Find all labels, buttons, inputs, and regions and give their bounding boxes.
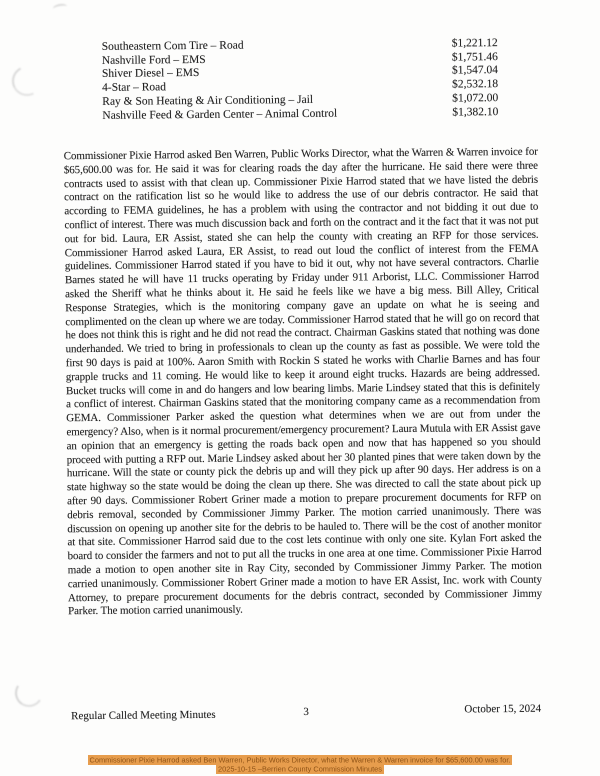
page-footer	[71, 704, 541, 725]
invoice-amount: $1,751.46	[451, 50, 498, 64]
invoice-row	[102, 105, 522, 123]
footer-page-number: 3	[303, 705, 309, 718]
invoice-amount: $1,382.10	[452, 105, 499, 119]
annotation-line1: Commissioner Pixie Harrod asked Ben Warren, Public Works Director, what the Warren & Warren invoice for $65,600.00 was for.	[89, 755, 511, 765]
vendor-name: Shiver Diesel – EMS	[101, 67, 200, 81]
invoice-amount: $1,547.04	[451, 64, 499, 77]
invoice-amount: $1,072.00	[452, 91, 499, 105]
invoice-amount: $1,221.12	[451, 37, 498, 50]
vendor-name: Nashville Ford – EMS	[101, 53, 206, 67]
highlight-annotation	[0, 755, 600, 774]
annotation-row	[0, 765, 600, 774]
vendor-name: 4-Star – Road	[102, 81, 167, 94]
vendor-name: Nashville Feed & Garden Center – Animal Control	[102, 107, 338, 122]
vendor-name: Ray & Son Heating & Air Conditioning – Jail	[102, 93, 314, 108]
footer-document-title: Regular Called Meeting Minutes	[71, 708, 216, 723]
annotation-line2: 2025-10-15 –Berrien County Commission Minutes	[218, 764, 382, 774]
minutes-paragraph: Commissioner Pixie Harrod asked Ben Warren, Public Works Director, what the Warren & Warren invoice for $65,600.00 was for. He said it was for clearing roads the day after the hurricane. He said there were three contracts used to assist with that clean up. Commissioner Pixie Harrod stated that we have listed the debris contract on the ratification list so he would like to address the use of our debris contractor. He said that according to FEMA guidelines, he has a problem with using the contractor and not bidding it out due to conflict of interest. There was much discussion back and forth on the contract and it the fact that it was not put out for bid. Laura, ER Assist, stated she can help the county with creating an RFP for those services. Commissioner Harrod asked Laura, ER Assist, to read out loud the conflict of interest from the FEMA guidelines. Commissioner Harrod stated if you have to bid it out, why not have several contractors. Charlie Barnes stated he will have 11 trucks operating by Friday under 911 Arborist, LLC. Commissioner Harrod asked the Sheriff what he thinks about it. He said he feels like we have a big mess. Bill Alley, Critical Response Strategies, which is the monitoring company gave an update on what he is seeing and complimented on the clean up where we are today. Commissioner Harrod stated that he will go on record that he does not think this is right and he did not read the contract. Chairman Gaskins stated that nothing was done underhanded. We tried to bring in professionals to clean up the county as fast as possible. We were told the first 90 days is paid at 100%. Aaron Smith with Rockin S stated he works with Charlie Barnes and has four grapple trucks and 11 coming. He would like to keep it around eight trucks. Hazards are being addressed. Bucket trucks will come in and do hangers and low bearing limbs. Marie Lindsey stated that this is definitely a conflict of interest. Chairman Gaskins stated that the monitoring company came as a recommendation from GEMA. Commissioner Parker asked the question what determines when we are out from under the emergency? Also, when is it normal procurement/emergency procurement? Laura Mutula with ER Assist gave an opinion that an emergency is getting the roads back open and now that has happened so you should proceed with putting a RFP out. Marie Lindsey asked about her 30 planted pines that were taken down by the hurricane. Will the state or county pick the debris up and will they pick up after 90 days. Her address is on a state highway so the state would be doing the clean up there. She was directed to call the state about pick up after 90 days. Commissioner Robert Griner made a motion to prepare procurement documents for RFP on debris removal, seconded by Commissioner Jimmy Parker. The motion carried unanimously. There was discussion on opening up another site for the debris to be hauled to. There will be the cost of another monitor at that site. Commissioner Harrod said due to the cost lets continue with only one site. Kylan Fort asked the board to consider the farmers and not to put all the trucks in one area at one time. Commissioner Pixie Harrod made a motion to open another site in Ray City, seconded by Commissioner Jimmy Parker. The motion carried unanimously. Commissioner Robert Griner made a motion to have ER Assist, Inc. work with County Attorney, to prepare procurement documents for the debris contract, seconded by Commissioner Jimmy Parker. The motion carried unanimously.	[63, 145, 543, 618]
vendor-name: Southeastern Com Tire – Road	[101, 39, 244, 53]
invoice-list	[102, 37, 523, 123]
footer-date: October 15, 2024	[464, 702, 542, 716]
invoice-amount: $2,532.18	[452, 78, 499, 91]
